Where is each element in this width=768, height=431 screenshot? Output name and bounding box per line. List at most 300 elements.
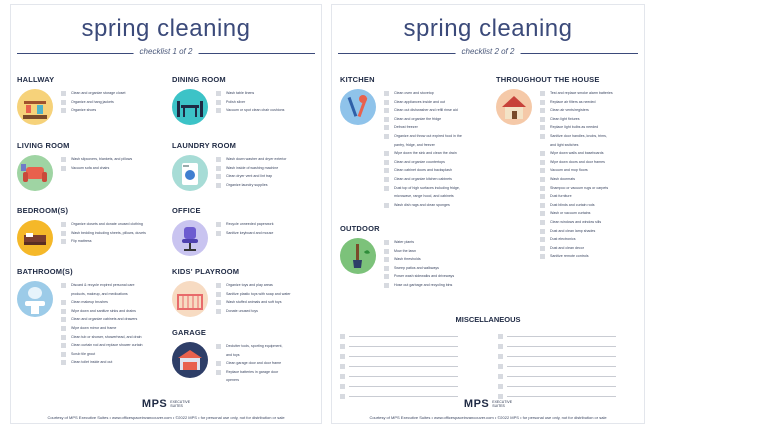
checklist-item[interactable] — [540, 177, 632, 186]
section-garage — [172, 328, 283, 383]
checkbox[interactable] — [61, 343, 66, 348]
checklist-item-label: Replace air filters as needed — [550, 99, 596, 104]
checkbox[interactable] — [61, 100, 66, 105]
write-in-line[interactable] — [507, 356, 616, 357]
checklist-item[interactable] — [61, 157, 153, 166]
checkbox[interactable] — [61, 300, 66, 305]
checkbox[interactable] — [384, 100, 389, 105]
checklist-item[interactable] — [216, 353, 308, 362]
checklist-item[interactable] — [216, 100, 308, 109]
checklist-item-label: Sweep patios and walkways — [394, 265, 439, 270]
checklist-item-label: Wash dish rags and clean sponges — [394, 202, 450, 207]
checklist-item[interactable] — [216, 309, 308, 318]
checklist — [216, 222, 308, 239]
checklist-item-label: Dust electronics — [550, 237, 576, 242]
checklist-item-label: Organize laundry supplies — [226, 182, 268, 187]
checkbox[interactable] — [216, 108, 221, 113]
checklist-item[interactable] — [216, 166, 308, 175]
checkbox[interactable] — [216, 361, 221, 366]
checkbox[interactable] — [540, 254, 545, 259]
section-title: OUTDOOR — [340, 224, 380, 233]
checkbox[interactable] — [216, 166, 221, 171]
blank-checklist-line[interactable] — [498, 381, 616, 391]
coat-rack-icon — [17, 89, 53, 125]
checkbox[interactable] — [61, 231, 66, 236]
checkbox[interactable] — [340, 344, 345, 349]
checklist-item[interactable] — [216, 222, 308, 231]
checkbox[interactable] — [216, 183, 221, 188]
section-kids-playroom — [172, 267, 291, 313]
checkbox[interactable] — [384, 125, 389, 130]
section-laundry-room — [172, 141, 287, 187]
checkbox[interactable] — [384, 186, 389, 191]
washing-machine-icon — [172, 155, 208, 191]
checkbox[interactable] — [61, 157, 66, 162]
checklist-item[interactable] — [384, 125, 476, 134]
checklist-item[interactable] — [540, 254, 632, 263]
checkbox[interactable] — [540, 220, 545, 225]
checklist-item[interactable] — [61, 91, 153, 100]
checklist-item[interactable] — [384, 143, 476, 152]
checklist-item-label: Declutter tools, sporting equipment, — [226, 344, 283, 348]
checklist-item-label: Wash bedding including sheets, pillows, duvets — [71, 230, 146, 235]
section-title: BATHROOM(S) — [17, 267, 73, 276]
checklist-item[interactable] — [216, 283, 308, 292]
checklist-item[interactable] — [540, 246, 632, 255]
blank-checklist-line[interactable] — [498, 371, 616, 381]
logo-tagline: EXECUTIVE SUITES — [492, 400, 513, 408]
checklist-item[interactable] — [61, 283, 153, 292]
blank-checklist-line[interactable] — [340, 331, 458, 341]
checkbox[interactable] — [340, 384, 345, 389]
checklist-item-label: Wash table linens — [226, 91, 255, 95]
checklist-item-label: Sanitize plastic toys with soap and water — [226, 291, 291, 296]
checkbox[interactable] — [498, 374, 503, 379]
checklist-item[interactable] — [61, 343, 153, 352]
armchair-icon — [17, 155, 53, 191]
checklist-item-label: Clean and organize kitchen cabinets — [394, 176, 452, 181]
write-in-line[interactable] — [349, 386, 458, 387]
checkbox[interactable] — [540, 134, 545, 139]
checklist-item-label: Dust top of high surfaces including fridge, — [394, 185, 460, 190]
section-title-misc: MISCELLANEOUS — [455, 315, 521, 324]
checkbox[interactable] — [540, 151, 545, 156]
checklist-item-label: Sanitize door handles, knobs, trims, — [550, 133, 607, 138]
checklist-item-label: Wipe down mirror and frame — [71, 325, 117, 330]
write-in-line[interactable] — [349, 336, 458, 337]
write-in-line[interactable] — [349, 356, 458, 357]
checklist-item-label: Clean and organize the fridge — [394, 116, 442, 121]
checklist-item-label: Wash stuffed animals and soft toys — [226, 300, 282, 305]
section-title: LIVING ROOM — [17, 141, 70, 150]
checkbox[interactable] — [340, 364, 345, 369]
checklist-page-1 — [10, 4, 322, 424]
checkbox[interactable] — [540, 229, 545, 234]
blank-checklist-line[interactable] — [498, 351, 616, 361]
checklist-item[interactable] — [540, 143, 632, 152]
checklist-item-label: and toys — [226, 352, 240, 357]
checklist-item-label: and light switches — [550, 142, 579, 147]
checkbox[interactable] — [216, 283, 221, 288]
checklist-item-label: Scrub tile grout — [71, 351, 96, 356]
checklist-item[interactable] — [384, 266, 476, 275]
checklist-item[interactable] — [61, 222, 153, 231]
company-logo — [464, 398, 512, 410]
checkbox[interactable] — [540, 100, 545, 105]
checkbox[interactable] — [61, 309, 66, 314]
checklist-item-label: Clean curtain rod and replace shower curtain — [71, 343, 143, 348]
checkbox[interactable] — [540, 186, 545, 191]
checkbox[interactable] — [340, 334, 345, 339]
checklist-item[interactable] — [216, 300, 308, 309]
checkbox[interactable] — [384, 249, 389, 254]
checkbox[interactable] — [61, 283, 66, 288]
checkbox[interactable] — [384, 117, 389, 122]
checkbox[interactable] — [216, 157, 221, 162]
checkbox[interactable] — [540, 177, 545, 182]
section-title: KITCHEN — [340, 75, 375, 84]
checkbox[interactable] — [384, 203, 389, 208]
checkbox[interactable] — [216, 100, 221, 105]
blank-checklist-line[interactable] — [340, 371, 458, 381]
checklist-item[interactable] — [61, 326, 153, 335]
checklist — [61, 157, 153, 174]
checklist-item-label: Wash thresholds — [394, 257, 421, 262]
page-footer: Courtesy of MPS Executive Suites • www.officespaceinvancouver.com • ©2022 MPS • for personal use only, not for distribution or sale — [47, 415, 285, 420]
checklist-item[interactable] — [61, 292, 153, 301]
checklist-item-label: Wash doormats — [550, 176, 576, 181]
checklist-item[interactable] — [61, 166, 153, 175]
checkbox[interactable] — [540, 237, 545, 242]
checklist-item-label: Wipe down and sanitize sinks and drains — [71, 308, 136, 313]
blank-checklist-line[interactable] — [498, 341, 616, 351]
checklist — [61, 222, 153, 248]
blank-checklist-line[interactable] — [498, 331, 616, 341]
checklist-item[interactable] — [540, 100, 632, 109]
checklist-item[interactable] — [216, 231, 308, 240]
checklist-item-label: Organize closets and donate unused clothing — [71, 222, 143, 226]
checklist-item-label: Dust blinds and curtain rods — [550, 202, 595, 207]
checkbox[interactable] — [384, 177, 389, 182]
section-title: KIDS' PLAYROOM — [172, 267, 240, 276]
checklist-item-label: Hose out garbage and recycling bins — [394, 282, 453, 287]
write-in-line[interactable] — [507, 376, 616, 377]
checkbox[interactable] — [384, 266, 389, 271]
write-in-line[interactable] — [349, 346, 458, 347]
house-icon — [496, 89, 532, 125]
checklist-item-label: Wipe down doors and door frames — [550, 159, 605, 164]
checkbox[interactable] — [498, 364, 503, 369]
checklist-item-label: Defrost freezer — [394, 125, 418, 130]
checkbox[interactable] — [498, 344, 503, 349]
blank-checklist-line[interactable] — [340, 361, 458, 371]
checkbox[interactable] — [216, 231, 221, 236]
checklist-item-label: Dust furniture — [550, 194, 572, 199]
checklist-item[interactable] — [216, 108, 308, 117]
checkbox[interactable] — [540, 246, 545, 251]
checklist-item[interactable] — [61, 352, 153, 361]
checkbox[interactable] — [384, 168, 389, 173]
checklist-item-label: Clean and organize countertops — [394, 159, 445, 164]
blank-checklist-line[interactable] — [340, 351, 458, 361]
checklist-item-label: Clean cabinet doors and backsplash — [394, 168, 452, 173]
misc-column-right — [498, 331, 616, 401]
checkbox[interactable] — [384, 283, 389, 288]
checklist-item-label: Clean windows and window sills — [550, 219, 602, 224]
checklist-item[interactable] — [216, 370, 308, 379]
checklist-item-label: Clean air vents/registers — [550, 108, 589, 113]
checkbox[interactable] — [61, 335, 66, 340]
checklist-item[interactable] — [216, 183, 308, 192]
checklist-item[interactable] — [384, 108, 476, 117]
checklist-item[interactable] — [61, 100, 153, 109]
checkbox[interactable] — [61, 91, 66, 96]
checklist-item-label: microwave, range hood, and cabinets — [394, 194, 454, 199]
checklist-item-label: Clean and organize cabinets and drawers — [71, 317, 138, 322]
checklist-item[interactable] — [61, 360, 153, 369]
write-in-line[interactable] — [349, 366, 458, 367]
checkbox[interactable] — [61, 352, 66, 357]
checkbox[interactable] — [540, 194, 545, 199]
checklist-item[interactable] — [540, 91, 632, 100]
checkbox[interactable] — [340, 394, 345, 399]
company-logo — [142, 398, 190, 410]
checklist — [384, 91, 476, 211]
section-title: LAUNDRY ROOM — [172, 141, 237, 150]
checklist-item-label: Organize and throw out expired food in the — [394, 133, 462, 138]
checklist-item-label: Clean toilet inside and out — [71, 360, 113, 365]
checklist-item-label: Discard & recycle expired personal care — [71, 283, 135, 287]
checklist-item-label: Vacuum and mop floors — [550, 168, 588, 173]
checklist-item-label: Organize shoes — [71, 108, 97, 113]
checkbox[interactable] — [216, 91, 221, 96]
checkbox[interactable] — [384, 151, 389, 156]
checkbox[interactable] — [540, 211, 545, 216]
section-kitchen — [340, 75, 462, 207]
checklist-item-label: Water plants — [394, 240, 415, 244]
checklist — [216, 91, 308, 117]
garage-icon — [172, 342, 208, 378]
checklist-item[interactable] — [540, 125, 632, 134]
write-in-line[interactable] — [507, 346, 616, 347]
office-chair-icon — [172, 220, 208, 256]
checkbox[interactable] — [384, 257, 389, 262]
checklist-item-label: Replace light bulbs as needed — [550, 125, 599, 130]
write-in-line[interactable] — [349, 376, 458, 377]
checkbox[interactable] — [61, 326, 66, 331]
checklist-item[interactable] — [216, 91, 308, 100]
checkbox[interactable] — [384, 160, 389, 165]
checklist-item[interactable] — [384, 249, 476, 258]
checklist-item-label: pantry, fridge, and freezer — [394, 142, 435, 147]
write-in-line[interactable] — [507, 396, 616, 397]
checkbox[interactable] — [216, 344, 221, 349]
write-in-line[interactable] — [507, 336, 616, 337]
checklist-item-label: Sanitize keyboard and mouse — [226, 230, 274, 235]
checklist-item-label: Replace batteries in garage door — [226, 369, 279, 374]
section-bedrooms — [17, 206, 146, 244]
page-title: spring cleaning — [403, 15, 573, 42]
checklist-item[interactable] — [384, 177, 476, 186]
checklist-item-label: Vacuum or spot clean chair cushions — [226, 108, 285, 113]
checklist-item-label: Vacuum sofa and chairs — [71, 165, 110, 170]
checklist-item-label: Clean and organize storage closet — [71, 91, 126, 95]
checkbox[interactable] — [61, 108, 66, 113]
checklist-item[interactable] — [540, 220, 632, 229]
page-title: spring cleaning — [81, 15, 251, 42]
checklist-item[interactable] — [384, 160, 476, 169]
checklist-item[interactable] — [384, 91, 476, 100]
checklist-item[interactable] — [384, 100, 476, 109]
write-in-line[interactable] — [507, 386, 616, 387]
checkbox[interactable] — [540, 203, 545, 208]
checkbox[interactable] — [384, 240, 389, 245]
checklist-item[interactable] — [540, 168, 632, 177]
section-bathrooms — [17, 267, 143, 365]
checkbox[interactable] — [216, 222, 221, 227]
checklist-item[interactable] — [540, 229, 632, 238]
checkbox[interactable] — [61, 317, 66, 322]
logo-tagline: EXECUTIVE SUITES — [170, 400, 191, 408]
kitchen-utensils-icon — [340, 89, 376, 125]
section-title: GARAGE — [172, 328, 207, 337]
logo-mark: MPS — [463, 398, 490, 410]
checklist-item[interactable] — [540, 203, 632, 212]
checklist-item[interactable] — [216, 378, 308, 387]
checklist-item[interactable] — [540, 194, 632, 203]
section-title: OFFICE — [172, 206, 201, 215]
checkbox[interactable] — [540, 117, 545, 122]
checklist-item[interactable] — [540, 237, 632, 246]
write-in-line[interactable] — [349, 396, 458, 397]
section-hallway — [17, 75, 126, 113]
checklist-item[interactable] — [61, 309, 153, 318]
blank-checklist-line[interactable] — [498, 391, 616, 401]
page-subtitle: checklist 2 of 2 — [456, 47, 521, 56]
checklist-item[interactable] — [61, 317, 153, 326]
checkbox[interactable] — [384, 91, 389, 96]
checklist-item[interactable] — [540, 151, 632, 160]
checklist — [216, 344, 308, 387]
write-in-line[interactable] — [507, 366, 616, 367]
checklist-item[interactable] — [540, 160, 632, 169]
section-throughout-house — [496, 75, 613, 259]
checklist-item[interactable] — [384, 134, 476, 143]
checkbox[interactable] — [61, 239, 66, 244]
checkbox[interactable] — [540, 160, 545, 165]
checklist-item[interactable] — [384, 283, 476, 292]
subtitle-rule — [17, 47, 315, 59]
checklist-item[interactable] — [216, 292, 308, 301]
checklist-item-label: Wipe down walls and baseboards — [550, 151, 604, 156]
checkbox[interactable] — [216, 370, 221, 375]
misc-column-left — [340, 331, 458, 401]
checklist-item[interactable] — [384, 186, 476, 195]
checklist-item-label: Organize and hang jackets — [71, 99, 114, 104]
checklist-item[interactable] — [384, 240, 476, 249]
checkbox[interactable] — [216, 174, 221, 179]
checklist-item-label: Clean makeup brushes — [71, 300, 108, 305]
blank-checklist-line[interactable] — [340, 381, 458, 391]
checklist-item-label: Dust and clean decor — [550, 245, 584, 250]
checklist-item-label: Flip mattress — [71, 239, 92, 244]
checklist-item[interactable] — [384, 151, 476, 160]
dining-table-icon — [172, 89, 208, 125]
subtitle-rule — [338, 47, 638, 59]
blank-checklist-line[interactable] — [498, 361, 616, 371]
checkbox[interactable] — [384, 134, 389, 139]
checkbox[interactable] — [384, 108, 389, 113]
checklist-item[interactable] — [540, 134, 632, 143]
blank-checklist-line[interactable] — [340, 341, 458, 351]
checklist-item[interactable] — [61, 231, 153, 240]
blank-checklist-line[interactable] — [340, 391, 458, 401]
checklist-item-label: Wash slipcovers, blankets, and pillows — [71, 157, 133, 161]
checkbox[interactable] — [216, 309, 221, 314]
checklist-item-label: Wipe down the sink and clean the drain — [394, 151, 457, 156]
checklist-item[interactable] — [216, 174, 308, 183]
checkbox[interactable] — [498, 334, 503, 339]
checklist — [540, 91, 632, 263]
checklist-item[interactable] — [384, 203, 476, 212]
checkbox[interactable] — [216, 292, 221, 297]
checklist — [384, 240, 476, 292]
checklist-item-label: Clean appliances inside and out — [394, 99, 445, 104]
section-dining-room — [172, 75, 285, 113]
checkbox[interactable] — [540, 91, 545, 96]
checkbox[interactable] — [540, 125, 545, 130]
checklist-item[interactable] — [540, 186, 632, 195]
checkbox[interactable] — [540, 108, 545, 113]
checklist-item[interactable] — [61, 108, 153, 117]
checklist-item[interactable] — [61, 300, 153, 309]
checkbox[interactable] — [340, 374, 345, 379]
checklist-item-label: Dust and clean lamp shades — [550, 228, 596, 233]
checklist-item[interactable] — [384, 168, 476, 177]
checklist-item-label: Mow the lawn — [394, 248, 416, 253]
checklist-item[interactable] — [61, 239, 153, 248]
checklist-item[interactable] — [61, 335, 153, 344]
checkbox[interactable] — [384, 274, 389, 279]
checklist-item[interactable] — [384, 257, 476, 266]
checklist — [61, 283, 153, 369]
checklist-item-label: Wash or vacuum curtains — [550, 211, 591, 216]
checklist — [216, 157, 308, 191]
checkbox[interactable] — [540, 168, 545, 173]
checklist-item[interactable] — [384, 117, 476, 126]
checkbox[interactable] — [61, 360, 66, 365]
checklist-item[interactable] — [540, 117, 632, 126]
page-subtitle: checklist 1 of 2 — [134, 47, 199, 56]
checklist-item[interactable] — [216, 361, 308, 370]
checklist-item[interactable] — [384, 274, 476, 283]
section-living-room — [17, 141, 133, 170]
checkbox[interactable] — [61, 166, 66, 171]
logo-mark: MPS — [141, 398, 168, 410]
checkbox[interactable] — [498, 354, 503, 359]
checkbox[interactable] — [216, 300, 221, 305]
checkbox[interactable] — [340, 354, 345, 359]
checklist-item[interactable] — [216, 344, 308, 353]
section-title: HALLWAY — [17, 75, 55, 84]
checklist-item-label: Clean light fixtures — [550, 116, 580, 121]
checklist-item[interactable] — [384, 194, 476, 203]
checklist-item[interactable] — [216, 157, 308, 166]
checklist-item[interactable] — [540, 211, 632, 220]
checkbox[interactable] — [61, 222, 66, 227]
checklist-item[interactable] — [540, 108, 632, 117]
checkbox[interactable] — [498, 384, 503, 389]
